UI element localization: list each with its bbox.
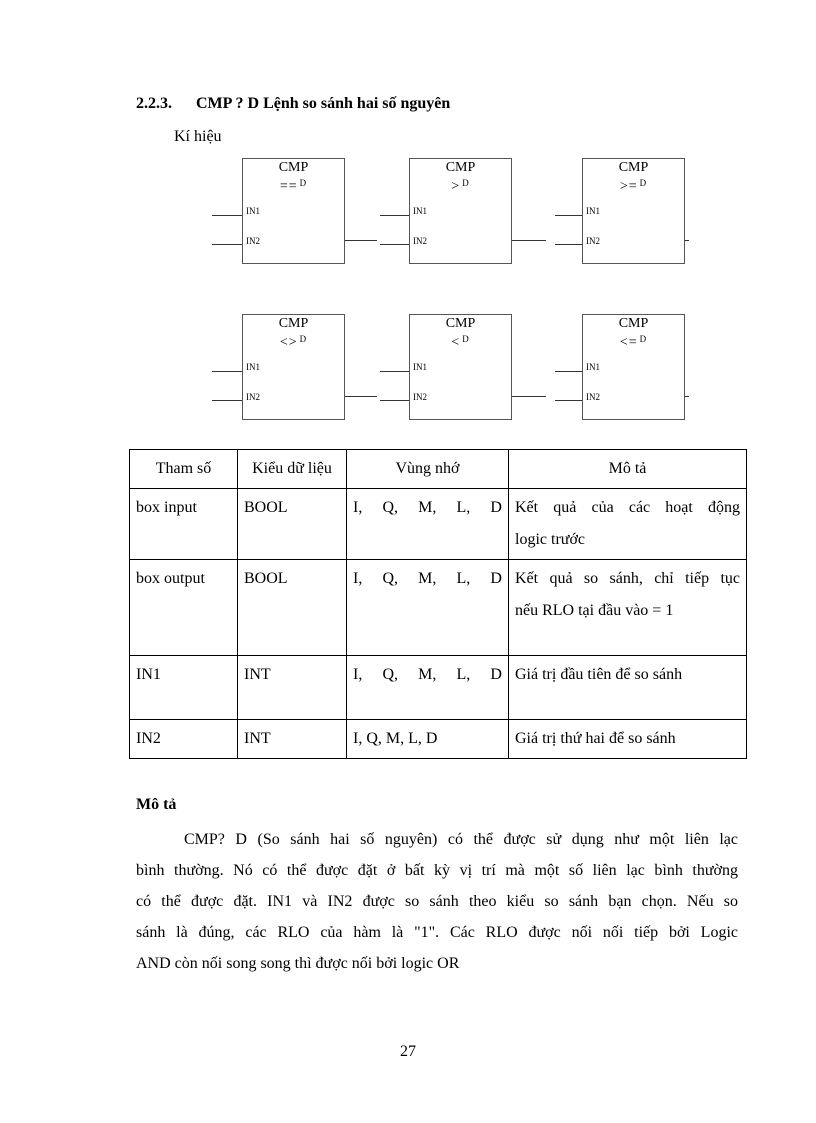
header-type: Kiểu dữ liệu (238, 450, 347, 489)
block-operator: <> $^D$ (279, 334, 308, 350)
section-title: CMP ? D Lệnh so sánh hai số nguyên (196, 95, 451, 112)
paragraph-line: có thể được đặt. IN1 và IN2 được so sánh theo kiểu so sánh bạn chọn. Nếu so (136, 893, 738, 910)
page-number: 27 (400, 1043, 416, 1060)
paragraph-line: bình thường. Nó có thể được đặt ở bất kỳ vị trí mà một số liên lạc bình thường (136, 862, 738, 879)
cell-memory: I, Q, M, L, D (347, 656, 509, 720)
cmp-block-lt (409, 314, 512, 420)
cell-memory: I, Q, M, L, D (347, 489, 509, 560)
cell-param: IN2 (130, 720, 238, 759)
block-operator: >= $^D$ (619, 178, 648, 194)
symbol-label: Kí hiệu (174, 128, 222, 145)
block-operator: == $^D$ (279, 178, 308, 194)
pin-in2: IN2 (586, 392, 600, 402)
block-name: CMP (278, 316, 309, 331)
header-memory: Vùng nhớ (347, 450, 509, 489)
out-wire (512, 396, 546, 397)
in2-wire (212, 244, 243, 245)
cell-type: BOOL (238, 560, 347, 656)
cell-param: box input (130, 489, 238, 560)
table-row (130, 560, 747, 656)
in1-wire (212, 215, 243, 216)
pin-in1: IN1 (413, 362, 427, 372)
block-name: CMP (618, 316, 649, 331)
table-header-row (130, 450, 747, 489)
cmp-block-eq (242, 158, 345, 264)
description-paragraph (136, 824, 738, 979)
header-description: Mô tả (509, 450, 747, 489)
cmp-block-gt (409, 158, 512, 264)
block-name: CMP (445, 160, 476, 175)
out-wire (345, 396, 377, 397)
in1-wire (212, 371, 243, 372)
table-row (130, 720, 747, 759)
block-name: CMP (278, 160, 309, 175)
cell-description: Kết quả so sánh, chỉ tiếp tục nếu RLO tại đầu vào = 1 (509, 560, 747, 656)
block-operator: > $^D$ (451, 178, 470, 194)
paragraph-line: AND còn nối song song thì được nối bởi logic OR (136, 955, 460, 972)
pin-in2: IN2 (413, 236, 427, 246)
pin-in1: IN1 (586, 206, 600, 216)
table-row (130, 489, 747, 560)
pin-in2: IN2 (413, 392, 427, 402)
out-wire (685, 396, 689, 397)
header-param: Tham số (130, 450, 238, 489)
cell-type: INT (238, 656, 347, 720)
block-name: CMP (445, 316, 476, 331)
cell-param: box output (130, 560, 238, 656)
out-wire (685, 240, 689, 241)
block-name: CMP (618, 160, 649, 175)
block-operator: < $^D$ (451, 334, 470, 350)
paragraph-line: sánh là đúng, các RLO của hàm là "1". Các RLO được nối nối tiếp bởi Logic (136, 924, 738, 941)
in2-wire (555, 400, 583, 401)
in2-wire (555, 244, 583, 245)
cell-description: Giá trị đầu tiên để so sánh (509, 656, 747, 720)
block-operator: <= $^D$ (619, 334, 648, 350)
cmp-block-ne (242, 314, 345, 420)
out-wire (512, 240, 546, 241)
in2-wire (380, 244, 410, 245)
section-number: 2.2.3. (136, 95, 172, 112)
pin-in2: IN2 (586, 236, 600, 246)
paragraph-line: CMP? D (So sánh hai số nguyên) có thể được sử dụng như một liên lạc (184, 831, 738, 848)
cell-type: BOOL (238, 489, 347, 560)
description-title: Mô tả (136, 796, 177, 813)
cell-description: Kết quả của các hoạt động logic trước (509, 489, 747, 560)
cell-memory: I, Q, M, L, D (347, 560, 509, 656)
pin-in2: IN2 (246, 236, 260, 246)
pin-in1: IN1 (413, 206, 427, 216)
in1-wire (380, 371, 410, 372)
cell-description: Giá trị thứ hai để so sánh (509, 720, 747, 759)
in1-wire (380, 215, 410, 216)
cell-memory: I, Q, M, L, D (347, 720, 509, 759)
table-row (130, 656, 747, 720)
pin-in1: IN1 (586, 362, 600, 372)
in2-wire (380, 400, 410, 401)
pin-in2: IN2 (246, 392, 260, 402)
pin-in1: IN1 (246, 206, 260, 216)
out-wire (345, 240, 377, 241)
in1-wire (555, 371, 583, 372)
section-heading (136, 95, 450, 113)
pin-in1: IN1 (246, 362, 260, 372)
in2-wire (212, 400, 243, 401)
cell-param: IN1 (130, 656, 238, 720)
cell-type: INT (238, 720, 347, 759)
cmp-block-ge (582, 158, 685, 264)
cmp-block-le (582, 314, 685, 420)
in1-wire (555, 215, 583, 216)
parameter-table (129, 449, 747, 759)
